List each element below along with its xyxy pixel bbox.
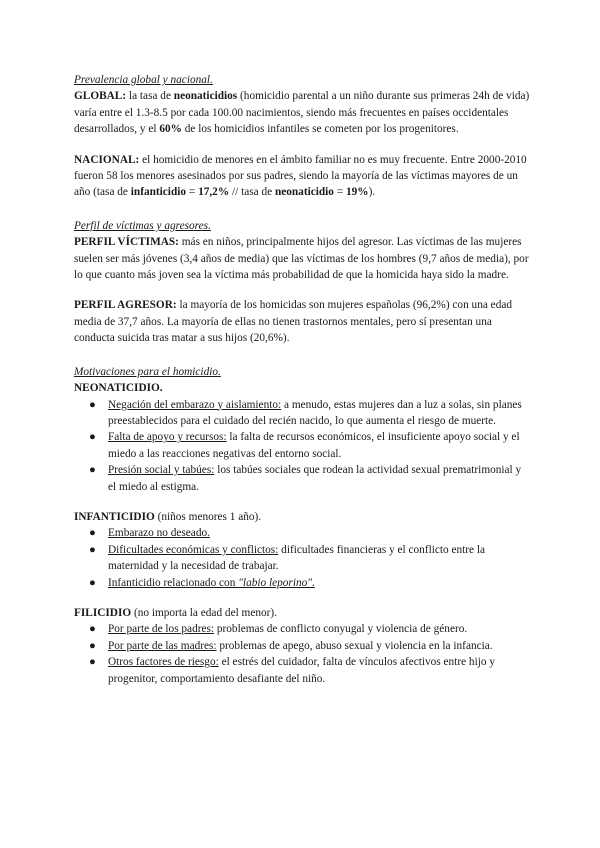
- nacional-text-4: =: [333, 186, 346, 199]
- nacional-bold-3: neonaticidio: [274, 186, 334, 199]
- infanticidio-list: [74, 525, 532, 591]
- list-item-underlined: Por parte de las madres:: [108, 639, 217, 652]
- list-item-text: problemas de apego, abuso sexual y violencia en la infancia.: [216, 639, 493, 652]
- list-item: [74, 429, 532, 462]
- list-item-italic: "labio leporino": [238, 576, 313, 589]
- nacional-bold-4: 19%: [345, 186, 369, 199]
- filicidio-list: [74, 621, 532, 687]
- list-item-underlined: Otros factores de riesgo:: [108, 656, 219, 669]
- nacional-text-5: ).: [368, 186, 376, 199]
- paragraph-perfil-agresor: [74, 297, 532, 346]
- list-item-underlined: Presión social y tabúes:: [108, 464, 215, 477]
- neonaticidio-heading: [74, 380, 532, 396]
- global-label: GLOBAL:: [74, 90, 127, 103]
- list-item-underlined: Falta de apoyo y recursos:: [108, 431, 227, 444]
- list-item-text: dificultades financieras y el conflicto entre la maternidad y la necesidad de trabajar.: [108, 543, 486, 573]
- infanticidio-heading-text: INFANTICIDIO: [74, 510, 155, 523]
- neonaticidio-list: [74, 397, 532, 495]
- bullet-icon: ●: [89, 527, 96, 540]
- list-item-underlined: Infanticidio relacionado con: [108, 576, 239, 589]
- list-item-text: la falta de recursos económicos, el insuficiente apoyo social y el miedo a las reacciones negativas del entorno social.: [108, 431, 520, 460]
- nacional-text-1: el homicidio de menores en el ámbito familiar no es muy frecuente. Entre 2000-2010 fueron 58 los menores asesinados por sus padres, siendo la mayoría de las víctimas mayores de un año (tasa de: [74, 153, 527, 199]
- list-item-text: los tabúes sociales que rodean la actividad sexual prematrimonial y el miedo al estigma.: [108, 464, 522, 493]
- nacional-label: NACIONAL:: [74, 153, 140, 166]
- bullet-icon: ●: [89, 431, 96, 444]
- infanticidio-heading: [74, 509, 532, 525]
- global-bold-1: neonaticidios: [173, 90, 238, 103]
- nacional-bold-2: 17,2%: [198, 186, 230, 199]
- filicidio-heading-text: FILICIDIO: [74, 606, 132, 619]
- infanticidio-subtitle: (niños menores 1 año).: [154, 510, 262, 523]
- neonaticidio-heading-text: NEONATICIDIO.: [74, 382, 163, 395]
- bullet-icon: ●: [89, 464, 96, 477]
- global-bold-2: 60%: [159, 123, 182, 136]
- list-item-underlined: Dificultades económicas y conflictos:: [108, 543, 279, 556]
- paragraph-perfil-victimas: [74, 234, 532, 283]
- bullet-icon: ●: [89, 543, 96, 556]
- paragraph-global: [74, 88, 532, 137]
- bullet-icon: ●: [89, 656, 96, 669]
- list-item: [74, 542, 532, 575]
- list-item: [74, 397, 532, 430]
- list-item-text: problemas de conflicto conyugal y violencia de género.: [214, 623, 468, 636]
- list-item: [74, 575, 532, 591]
- section-title-prevalencia: Prevalencia global y nacional.: [74, 74, 213, 86]
- filicidio-subtitle: (no importa la edad del menor).: [131, 606, 277, 619]
- global-text-3: de los homicidios infantiles se cometen por los progenitores.: [181, 123, 459, 136]
- global-text-2: (homicidio parental a un niño durante sus primeras 24h de vida) varía entre el 1.3-8.5 por cada 100.00 nacimientos, siendo más frecuentes en países occidentales desarrollados, y el: [74, 90, 530, 136]
- victimas-label: PERFIL VÍCTIMAS:: [74, 236, 179, 249]
- list-item-period: .: [312, 576, 315, 589]
- list-item: [74, 654, 532, 687]
- list-item-underlined: Embarazo no deseado.: [108, 527, 210, 540]
- nacional-bold-1: infanticidio: [130, 186, 187, 199]
- nacional-text-2: =: [186, 186, 199, 199]
- bullet-icon: ●: [89, 576, 96, 589]
- filicidio-heading: [74, 605, 532, 621]
- list-item: [74, 462, 532, 495]
- list-item-text: a menudo, estas mujeres dan a luz a solas, sin planes preestablecidos para el cuidado del recién nacido, lo que aumenta el riesgo de muerte.: [108, 398, 522, 427]
- paragraph-nacional: [74, 152, 532, 201]
- agresor-label: PERFIL AGRESOR:: [74, 299, 177, 312]
- section-title-perfil: Perfil de víctimas y agresores.: [74, 219, 211, 232]
- global-text-1: la tasa de: [126, 90, 174, 103]
- bullet-icon: ●: [89, 623, 96, 636]
- list-item: [74, 638, 532, 654]
- list-item: [74, 621, 532, 637]
- bullet-icon: ●: [89, 398, 96, 411]
- list-item: [74, 525, 532, 541]
- bullet-icon: ●: [89, 639, 96, 652]
- agresor-text: la mayoría de los homicidas son mujeres españolas (96,2%) con una edad media de 37,7 años. La mayoría de ellas no tienen trastornos mentales, pero sí presentan una conducta suicida tras matar a sus hijos (20,6%).: [74, 299, 513, 345]
- list-item-text: el estrés del cuidador, falta de vínculos afectivos entre hijo y progenitor, comportamiento desafiante del niño.: [108, 656, 495, 685]
- list-item-underlined: Negación del embarazo y aislamiento:: [108, 398, 282, 411]
- section-title-motivaciones: Motivaciones para el homicidio.: [74, 365, 221, 378]
- victimas-text: más en niños, principalmente hijos del agresor. Las víctimas de las mujeres suelen ser más jóvenes (3,4 años de media) que las víctimas de los hombres (9,7 años de media), por lo que cuanto más joven sea la víctima más probabilidad de que la homicida haya sido la madre.: [74, 236, 529, 282]
- nacional-text-3: // tasa de: [229, 186, 275, 199]
- list-item-underlined: Por parte de los padres:: [108, 623, 215, 636]
